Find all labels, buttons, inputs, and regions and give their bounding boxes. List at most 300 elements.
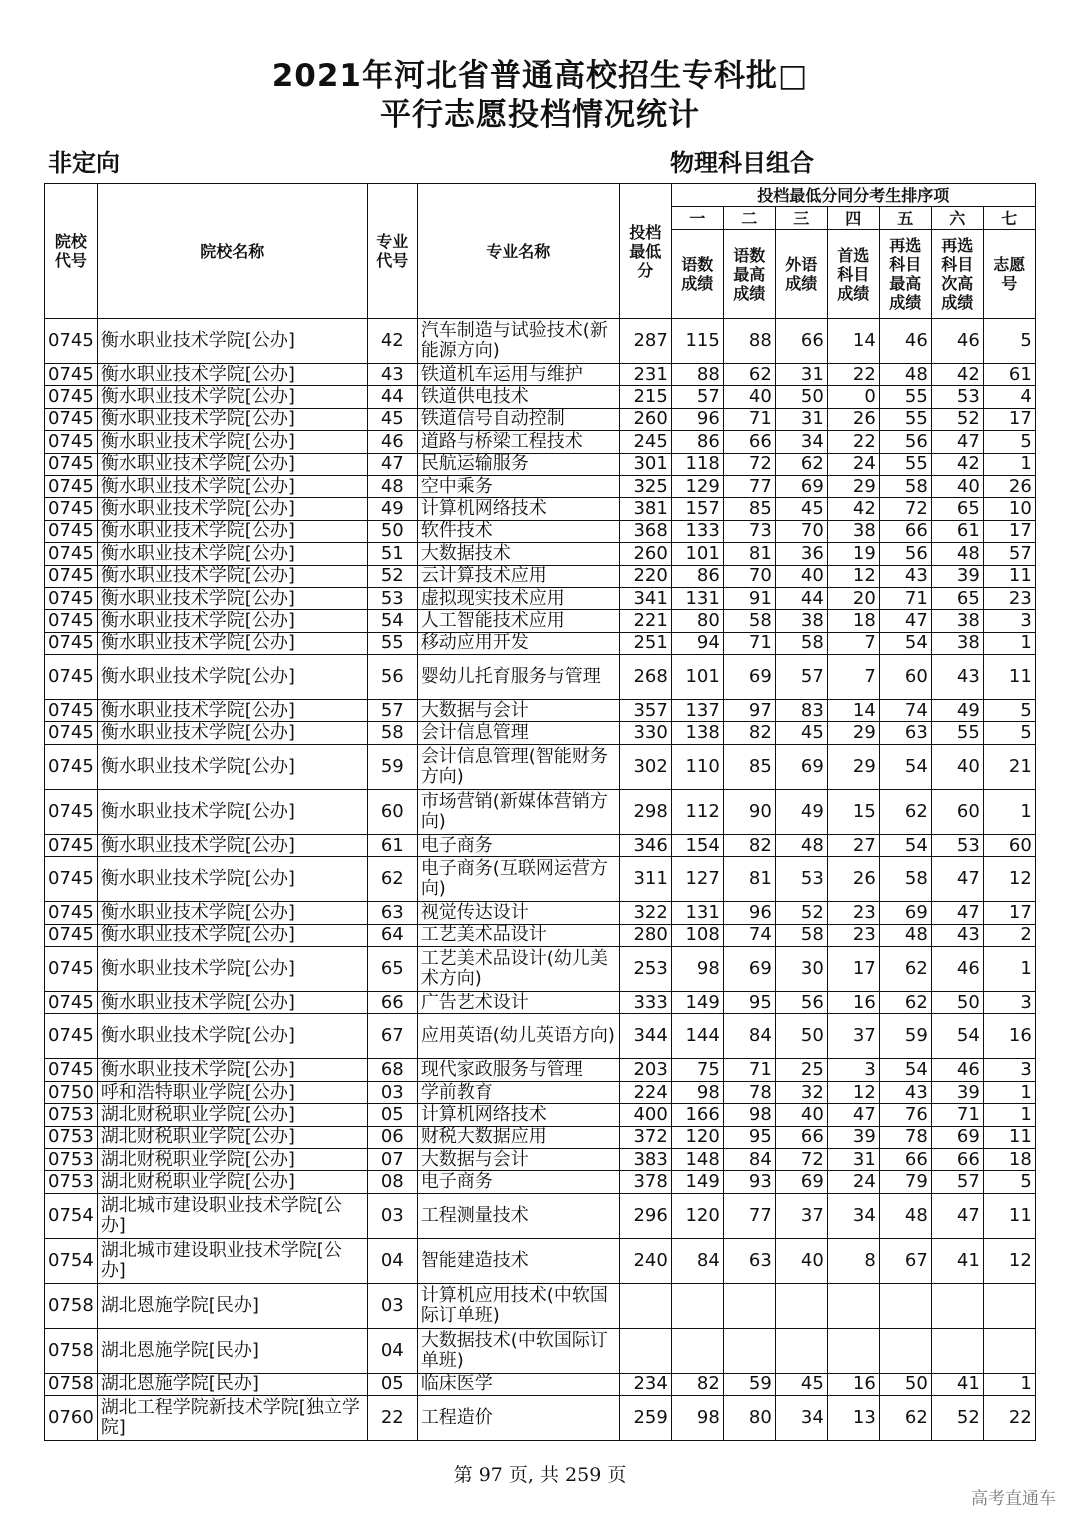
cell-school-code: 0745 — [45, 319, 98, 364]
cell-tiebreak-1: 120 — [671, 1126, 723, 1148]
cell-school-name: 衡水职业技术学院[公办] — [97, 475, 367, 497]
cell-tiebreak-6: 53 — [931, 834, 983, 856]
page-footer: 第 97 页, 共 259 页 — [453, 1464, 627, 1486]
cell-min-score: 231 — [619, 364, 671, 386]
cell-tiebreak-4: 18 — [827, 610, 879, 632]
cell-tiebreak-3: 58 — [775, 924, 827, 946]
cell-school-name: 湖北城市建设职业技术学院[公办] — [97, 1238, 367, 1283]
cell-tiebreak-5: 43 — [879, 565, 931, 587]
cell-tiebreak-1: 98 — [671, 947, 723, 992]
cell-tiebreak-7: 1 — [983, 632, 1035, 654]
header-criterion-5: 再选科目最高成绩 — [879, 230, 931, 319]
table-row — [45, 902, 1036, 924]
cell-tiebreak-7: 17 — [983, 408, 1035, 430]
cell-tiebreak-6: 55 — [931, 722, 983, 744]
cell-major-code: 47 — [367, 453, 417, 475]
cell-tiebreak-1: 138 — [671, 722, 723, 744]
cell-min-score: 372 — [619, 1126, 671, 1148]
cell-tiebreak-6: 41 — [931, 1238, 983, 1283]
cell-tiebreak-3: 69 — [775, 744, 827, 789]
cell-school-name: 衡水职业技术学院[公办] — [97, 453, 367, 475]
cell-school-name: 衡水职业技术学院[公办] — [97, 543, 367, 565]
cell-tiebreak-7 — [983, 1328, 1035, 1373]
cell-major-name: 市场营销(新媒体营销方向) — [417, 789, 619, 834]
cell-tiebreak-7: 5 — [983, 1171, 1035, 1193]
cell-tiebreak-3: 45 — [775, 722, 827, 744]
cell-min-score: 383 — [619, 1148, 671, 1170]
cell-tiebreak-3: 66 — [775, 1126, 827, 1148]
cell-tiebreak-7: 5 — [983, 700, 1035, 722]
cell-tiebreak-5: 47 — [879, 610, 931, 632]
cell-tiebreak-1: 137 — [671, 700, 723, 722]
cell-min-score: 330 — [619, 722, 671, 744]
header-criterion-4: 首选科目成绩 — [827, 230, 879, 319]
cell-min-score: 357 — [619, 700, 671, 722]
cell-tiebreak-2: 85 — [723, 744, 775, 789]
cell-tiebreak-6: 38 — [931, 610, 983, 632]
cell-tiebreak-6: 52 — [931, 1396, 983, 1441]
cell-tiebreak-6: 46 — [931, 319, 983, 364]
cell-major-code: 51 — [367, 543, 417, 565]
cell-tiebreak-3: 69 — [775, 475, 827, 497]
cell-min-score: 259 — [619, 1396, 671, 1441]
header-criterion-3: 外语成绩 — [775, 230, 827, 319]
cell-tiebreak-3: 38 — [775, 610, 827, 632]
cell-min-score: 378 — [619, 1171, 671, 1193]
cell-major-name: 电子商务 — [417, 834, 619, 856]
cell-tiebreak-7: 3 — [983, 610, 1035, 632]
cell-school-code: 0758 — [45, 1373, 98, 1395]
cell-major-code: 42 — [367, 319, 417, 364]
cell-tiebreak-3: 62 — [775, 453, 827, 475]
cell-tiebreak-4: 29 — [827, 722, 879, 744]
cell-tiebreak-6: 53 — [931, 386, 983, 408]
cell-tiebreak-2: 82 — [723, 722, 775, 744]
cell-tiebreak-1: 120 — [671, 1193, 723, 1238]
cell-school-name: 衡水职业技术学院[公办] — [97, 902, 367, 924]
cell-tiebreak-2: 84 — [723, 1148, 775, 1170]
cell-major-name: 铁道机车运用与维护 — [417, 364, 619, 386]
cell-major-name: 工程测量技术 — [417, 1193, 619, 1238]
cell-school-name: 衡水职业技术学院[公办] — [97, 386, 367, 408]
cell-tiebreak-7: 11 — [983, 655, 1035, 700]
admission-table — [44, 183, 1036, 1441]
cell-major-name: 会计信息管理 — [417, 722, 619, 744]
cell-school-name: 湖北恩施学院[民办] — [97, 1373, 367, 1395]
cell-school-code: 0745 — [45, 632, 98, 654]
cell-tiebreak-5: 69 — [879, 902, 931, 924]
cell-major-code: 05 — [367, 1373, 417, 1395]
cell-min-score: 368 — [619, 520, 671, 542]
cell-school-code: 0745 — [45, 857, 98, 902]
cell-school-code: 0753 — [45, 1171, 98, 1193]
cell-tiebreak-4: 34 — [827, 1193, 879, 1238]
table-row — [45, 1328, 1036, 1373]
cell-school-code: 0753 — [45, 1126, 98, 1148]
table-row — [45, 1238, 1036, 1283]
cell-tiebreak-2: 90 — [723, 789, 775, 834]
cell-tiebreak-6: 47 — [931, 857, 983, 902]
cell-tiebreak-3: 31 — [775, 408, 827, 430]
table-row — [45, 1081, 1036, 1103]
cell-tiebreak-4: 23 — [827, 924, 879, 946]
cell-major-code: 43 — [367, 364, 417, 386]
cell-tiebreak-7: 1 — [983, 947, 1035, 992]
cell-school-name: 湖北财税职业学院[公办] — [97, 1104, 367, 1126]
cell-tiebreak-4: 17 — [827, 947, 879, 992]
table-row — [45, 1283, 1036, 1328]
cell-tiebreak-4: 14 — [827, 700, 879, 722]
cell-tiebreak-6: 40 — [931, 744, 983, 789]
cell-tiebreak-7: 60 — [983, 834, 1035, 856]
cell-tiebreak-6: 50 — [931, 992, 983, 1014]
cell-major-name: 人工智能技术应用 — [417, 610, 619, 632]
cell-min-score — [619, 1328, 671, 1373]
cell-school-name: 湖北恩施学院[民办] — [97, 1328, 367, 1373]
cell-tiebreak-7: 3 — [983, 1059, 1035, 1081]
cell-major-name: 大数据与会计 — [417, 1148, 619, 1170]
cell-tiebreak-7: 11 — [983, 565, 1035, 587]
cell-tiebreak-1 — [671, 1328, 723, 1373]
cell-tiebreak-5: 46 — [879, 319, 931, 364]
cell-tiebreak-5: 56 — [879, 431, 931, 453]
cell-tiebreak-6: 66 — [931, 1148, 983, 1170]
cell-tiebreak-2: 66 — [723, 431, 775, 453]
cell-tiebreak-5: 62 — [879, 1396, 931, 1441]
table-row — [45, 475, 1036, 497]
table-header — [45, 184, 1036, 319]
cell-tiebreak-4: 39 — [827, 1126, 879, 1148]
cell-school-code: 0745 — [45, 475, 98, 497]
cell-school-name: 衡水职业技术学院[公办] — [97, 744, 367, 789]
cell-major-code: 04 — [367, 1238, 417, 1283]
table-body — [45, 319, 1036, 1441]
cell-school-code: 0745 — [45, 364, 98, 386]
cell-tiebreak-5: 72 — [879, 498, 931, 520]
cell-school-name: 衡水职业技术学院[公办] — [97, 722, 367, 744]
cell-school-code: 0745 — [45, 744, 98, 789]
cell-tiebreak-5: 54 — [879, 744, 931, 789]
cell-tiebreak-7: 61 — [983, 364, 1035, 386]
cell-tiebreak-2: 58 — [723, 610, 775, 632]
cell-major-code: 04 — [367, 1328, 417, 1373]
cell-tiebreak-2: 95 — [723, 1126, 775, 1148]
cell-school-code: 0750 — [45, 1081, 98, 1103]
cell-tiebreak-5: 54 — [879, 1059, 931, 1081]
cell-major-name: 计算机网络技术 — [417, 498, 619, 520]
cell-tiebreak-5: 55 — [879, 386, 931, 408]
cell-tiebreak-4: 31 — [827, 1148, 879, 1170]
cell-major-code: 54 — [367, 610, 417, 632]
cell-major-name: 会计信息管理(智能财务方向) — [417, 744, 619, 789]
cell-tiebreak-2: 69 — [723, 947, 775, 992]
cell-major-code: 62 — [367, 857, 417, 902]
cell-tiebreak-2: 40 — [723, 386, 775, 408]
cell-tiebreak-1: 75 — [671, 1059, 723, 1081]
header-criterion-2: 语数最高成绩 — [723, 230, 775, 319]
cell-min-score: 301 — [619, 453, 671, 475]
header-rank-1: 一 — [671, 207, 723, 230]
cell-school-code: 0753 — [45, 1148, 98, 1170]
cell-tiebreak-6: 60 — [931, 789, 983, 834]
cell-school-name: 衡水职业技术学院[公办] — [97, 587, 367, 609]
cell-major-code: 03 — [367, 1193, 417, 1238]
header-rank-3: 三 — [775, 207, 827, 230]
cell-min-score: 325 — [619, 475, 671, 497]
cell-tiebreak-2: 98 — [723, 1104, 775, 1126]
table-row — [45, 1126, 1036, 1148]
cell-tiebreak-3: 50 — [775, 1014, 827, 1059]
cell-tiebreak-3: 69 — [775, 1171, 827, 1193]
cell-school-name: 呼和浩特职业学院[公办] — [97, 1081, 367, 1103]
cell-tiebreak-3: 48 — [775, 834, 827, 856]
header-criterion-7: 志愿号 — [983, 230, 1035, 319]
cell-tiebreak-3: 34 — [775, 1396, 827, 1441]
cell-major-name: 虚拟现实技术应用 — [417, 587, 619, 609]
cell-tiebreak-7: 4 — [983, 386, 1035, 408]
cell-min-score: 220 — [619, 565, 671, 587]
cell-tiebreak-3: 30 — [775, 947, 827, 992]
cell-school-name: 湖北恩施学院[民办] — [97, 1283, 367, 1328]
cell-min-score: 203 — [619, 1059, 671, 1081]
cell-major-name: 工艺美术品设计 — [417, 924, 619, 946]
cell-tiebreak-4: 20 — [827, 587, 879, 609]
cell-tiebreak-2: 70 — [723, 565, 775, 587]
cell-school-code: 0745 — [45, 431, 98, 453]
cell-tiebreak-3: 58 — [775, 632, 827, 654]
cell-tiebreak-5: 74 — [879, 700, 931, 722]
cell-min-score: 302 — [619, 744, 671, 789]
cell-tiebreak-2 — [723, 1283, 775, 1328]
cell-major-name: 学前教育 — [417, 1081, 619, 1103]
cell-tiebreak-7: 57 — [983, 543, 1035, 565]
table-row — [45, 453, 1036, 475]
cell-major-name: 计算机网络技术 — [417, 1104, 619, 1126]
cell-tiebreak-4: 12 — [827, 1081, 879, 1103]
cell-major-name: 软件技术 — [417, 520, 619, 542]
cell-min-score: 322 — [619, 902, 671, 924]
cell-school-name: 衡水职业技术学院[公办] — [97, 834, 367, 856]
cell-tiebreak-3: 44 — [775, 587, 827, 609]
cell-tiebreak-4: 22 — [827, 431, 879, 453]
table-row — [45, 722, 1036, 744]
table-row — [45, 543, 1036, 565]
cell-school-name: 衡水职业技术学院[公办] — [97, 655, 367, 700]
cell-major-name: 财税大数据应用 — [417, 1126, 619, 1148]
cell-tiebreak-3: 32 — [775, 1081, 827, 1103]
cell-tiebreak-1: 166 — [671, 1104, 723, 1126]
cell-school-code: 0745 — [45, 498, 98, 520]
cell-tiebreak-1: 101 — [671, 543, 723, 565]
header-rank-4: 四 — [827, 207, 879, 230]
cell-tiebreak-2: 77 — [723, 1193, 775, 1238]
cell-major-code: 66 — [367, 992, 417, 1014]
cell-major-code: 22 — [367, 1396, 417, 1441]
cell-tiebreak-1: 129 — [671, 475, 723, 497]
cell-major-code: 58 — [367, 722, 417, 744]
cell-major-code: 67 — [367, 1014, 417, 1059]
header-school-name: 院校名称 — [97, 184, 367, 319]
cell-tiebreak-5: 48 — [879, 364, 931, 386]
table-row — [45, 565, 1036, 587]
cell-tiebreak-6 — [931, 1328, 983, 1373]
cell-major-name: 汽车制造与试验技术(新能源方向) — [417, 319, 619, 364]
cell-tiebreak-6: 38 — [931, 632, 983, 654]
table-row — [45, 655, 1036, 700]
cell-tiebreak-7: 1 — [983, 1104, 1035, 1126]
cell-min-score: 344 — [619, 1014, 671, 1059]
table-row — [45, 1059, 1036, 1081]
table-row — [45, 1014, 1036, 1059]
cell-tiebreak-3: 50 — [775, 386, 827, 408]
cell-tiebreak-7: 5 — [983, 319, 1035, 364]
cell-tiebreak-6: 65 — [931, 498, 983, 520]
cell-major-name: 电子商务(互联网运营方向) — [417, 857, 619, 902]
cell-major-code: 03 — [367, 1081, 417, 1103]
table-row — [45, 947, 1036, 992]
table-row — [45, 789, 1036, 834]
cell-tiebreak-7: 1 — [983, 453, 1035, 475]
table-row — [45, 1104, 1036, 1126]
cell-tiebreak-7: 2 — [983, 924, 1035, 946]
cell-school-code: 0745 — [45, 408, 98, 430]
cell-school-code: 0745 — [45, 902, 98, 924]
cell-min-score: 224 — [619, 1081, 671, 1103]
cell-tiebreak-5: 66 — [879, 520, 931, 542]
cell-tiebreak-1: 88 — [671, 364, 723, 386]
cell-tiebreak-5: 62 — [879, 789, 931, 834]
table-row — [45, 744, 1036, 789]
cell-major-name: 工艺美术品设计(幼儿美术方向) — [417, 947, 619, 992]
cell-tiebreak-5: 50 — [879, 1373, 931, 1395]
cell-major-code: 08 — [367, 1171, 417, 1193]
cell-min-score: 400 — [619, 1104, 671, 1126]
cell-tiebreak-1: 154 — [671, 834, 723, 856]
cell-school-code: 0754 — [45, 1193, 98, 1238]
header-major-code: 专业代号 — [367, 184, 417, 319]
cell-major-name: 广告艺术设计 — [417, 992, 619, 1014]
cell-tiebreak-4: 14 — [827, 319, 879, 364]
cell-tiebreak-1: 80 — [671, 610, 723, 632]
cell-tiebreak-3: 37 — [775, 1193, 827, 1238]
cell-school-code: 0745 — [45, 789, 98, 834]
cell-tiebreak-3: 45 — [775, 498, 827, 520]
cell-tiebreak-1: 98 — [671, 1081, 723, 1103]
cell-tiebreak-1: 131 — [671, 902, 723, 924]
header-rank-5: 五 — [879, 207, 931, 230]
cell-tiebreak-6: 47 — [931, 902, 983, 924]
cell-tiebreak-1: 149 — [671, 1171, 723, 1193]
cell-tiebreak-6: 54 — [931, 1014, 983, 1059]
cell-school-code: 0745 — [45, 722, 98, 744]
cell-tiebreak-2: 71 — [723, 408, 775, 430]
cell-min-score: 245 — [619, 431, 671, 453]
cell-tiebreak-1: 112 — [671, 789, 723, 834]
cell-school-code: 0760 — [45, 1396, 98, 1441]
cell-tiebreak-4: 47 — [827, 1104, 879, 1126]
cell-tiebreak-1: 110 — [671, 744, 723, 789]
cell-tiebreak-3: 36 — [775, 543, 827, 565]
table-row — [45, 1373, 1036, 1395]
cell-major-name: 民航运输服务 — [417, 453, 619, 475]
cell-min-score: 251 — [619, 632, 671, 654]
header-rank-7: 七 — [983, 207, 1035, 230]
cell-major-code: 65 — [367, 947, 417, 992]
cell-major-name: 婴幼儿托育服务与管理 — [417, 655, 619, 700]
cell-tiebreak-1: 96 — [671, 408, 723, 430]
table-row — [45, 498, 1036, 520]
header-rank-2: 二 — [723, 207, 775, 230]
cell-school-name: 湖北工程学院新技术学院[独立学院] — [97, 1396, 367, 1441]
cell-tiebreak-4 — [827, 1328, 879, 1373]
table-row — [45, 857, 1036, 902]
cell-major-code: 03 — [367, 1283, 417, 1328]
table-row — [45, 520, 1036, 542]
cell-tiebreak-7: 22 — [983, 1396, 1035, 1441]
cell-tiebreak-2: 85 — [723, 498, 775, 520]
cell-tiebreak-3: 40 — [775, 565, 827, 587]
cell-min-score: 296 — [619, 1193, 671, 1238]
cell-tiebreak-2: 63 — [723, 1238, 775, 1283]
cell-tiebreak-6: 48 — [931, 543, 983, 565]
cell-major-code: 05 — [367, 1104, 417, 1126]
cell-tiebreak-1: 84 — [671, 1238, 723, 1283]
cell-tiebreak-1: 101 — [671, 655, 723, 700]
cell-major-name: 空中乘务 — [417, 475, 619, 497]
cell-tiebreak-3: 49 — [775, 789, 827, 834]
cell-tiebreak-2: 71 — [723, 1059, 775, 1081]
cell-tiebreak-3: 56 — [775, 992, 827, 1014]
table-row — [45, 632, 1036, 654]
cell-tiebreak-4: 38 — [827, 520, 879, 542]
cell-major-code: 59 — [367, 744, 417, 789]
cell-school-code: 0745 — [45, 386, 98, 408]
cell-tiebreak-2: 73 — [723, 520, 775, 542]
cell-major-name: 道路与桥梁工程技术 — [417, 431, 619, 453]
cell-tiebreak-3: 66 — [775, 319, 827, 364]
cell-tiebreak-6: 41 — [931, 1373, 983, 1395]
cell-tiebreak-2: 84 — [723, 1014, 775, 1059]
cell-school-code: 0745 — [45, 543, 98, 565]
cell-school-name: 衡水职业技术学院[公办] — [97, 924, 367, 946]
cell-school-code: 0753 — [45, 1104, 98, 1126]
cell-tiebreak-6: 47 — [931, 1193, 983, 1238]
cell-tiebreak-2: 82 — [723, 834, 775, 856]
cell-tiebreak-3: 34 — [775, 431, 827, 453]
cell-tiebreak-6: 40 — [931, 475, 983, 497]
cell-school-name: 衡水职业技术学院[公办] — [97, 992, 367, 1014]
cell-tiebreak-6: 52 — [931, 408, 983, 430]
cell-major-code: 45 — [367, 408, 417, 430]
cell-school-name: 衡水职业技术学院[公办] — [97, 947, 367, 992]
cell-tiebreak-6: 69 — [931, 1126, 983, 1148]
cell-tiebreak-6: 43 — [931, 924, 983, 946]
cell-tiebreak-7: 23 — [983, 587, 1035, 609]
cell-tiebreak-5: 79 — [879, 1171, 931, 1193]
cell-tiebreak-2: 80 — [723, 1396, 775, 1441]
cell-tiebreak-5: 76 — [879, 1104, 931, 1126]
cell-school-name: 衡水职业技术学院[公办] — [97, 565, 367, 587]
cell-tiebreak-4: 16 — [827, 992, 879, 1014]
cell-min-score: 280 — [619, 924, 671, 946]
cell-tiebreak-4: 3 — [827, 1059, 879, 1081]
cell-tiebreak-4: 24 — [827, 1171, 879, 1193]
cell-tiebreak-2 — [723, 1328, 775, 1373]
cell-tiebreak-3: 83 — [775, 700, 827, 722]
cell-major-code: 68 — [367, 1059, 417, 1081]
cell-school-name: 衡水职业技术学院[公办] — [97, 498, 367, 520]
cell-tiebreak-6: 61 — [931, 520, 983, 542]
